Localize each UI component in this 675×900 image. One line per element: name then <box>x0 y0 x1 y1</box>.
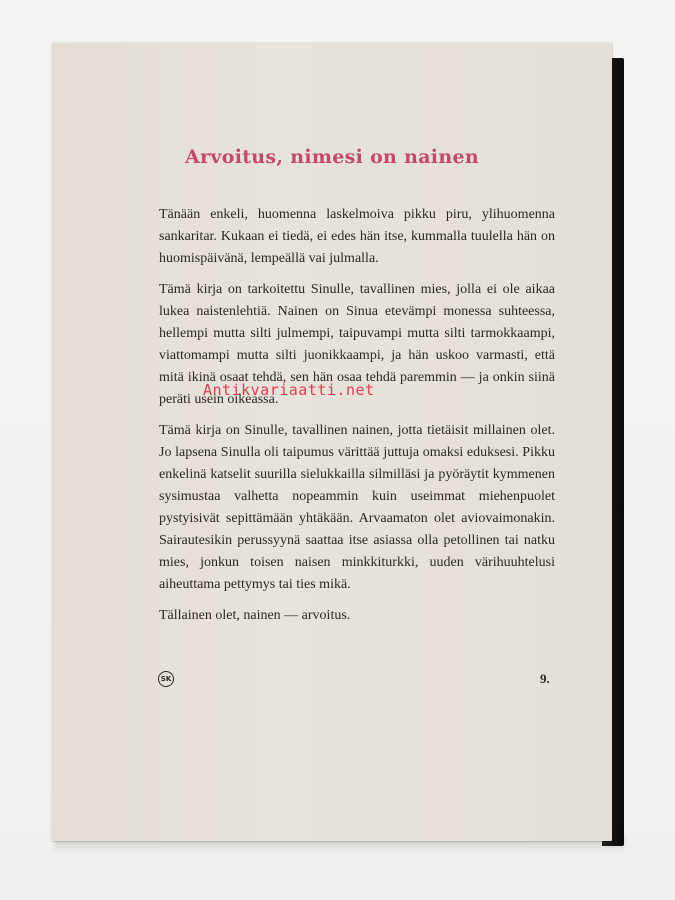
book-back-cover <box>52 43 612 841</box>
book-blurb-title: Arvoitus, nimesi on nainen <box>185 146 479 168</box>
blurb-paragraph-1: Tänään enkeli, huomenna laskelmoiva pikku piru, ylihuomenna sankaritar. Kukaan ei tiedä, ei edes hän itse, kummalla tuulella hän on huomispäivänä, lempeällä vai julmalla. <box>159 207 555 266</box>
blurb-paragraph-4: Tällainen olet, nainen — arvoitus. <box>159 608 351 623</box>
watermark-text: Antikvariaatti.net <box>203 381 375 399</box>
blurb-paragraph-2: Tämä kirja on tarkoitettu Sinulle, tavallinen mies, jolla ei ole aikaa lukea naistenlehtiä. Nainen on Sinua etevämpi monessa suhteessa, hellempi mutta silti julmempi, taipuvampi mutta silti tarmokkaampi, viattomampi mutta silti juonikkaampi, ja hän uskoo varmasti, että mitä ikinä osaat tehdä, sen hän osaa tehdä paremmin — ja onkin siinä peräti usein oikeassa. <box>159 282 555 407</box>
book-blurb-text <box>159 204 555 636</box>
publisher-logo-icon: SK <box>158 671 174 687</box>
blurb-paragraph-3: Tämä kirja on Sinulle, tavallinen nainen, jotta tietäisit millainen olet. Jo lapsena Sinulla oli taipumus värittää juttuja omaksi eduksesi. Pikku enkelinä katselit suurilla sielukkailla silmilläsi ja pyöräytit kymmenen sysimustaa valhetta nopeammin kuin useimmat miehenpuolet pystyisivät sepittämään yhtäkään. Arvaamaton olet aviovaimonakin. Sairautesikin perussyynä saattaa itse asiassa olla petollinen tai natku mies, jonkun toisen naisen minkkiturkki, uuden värihuuhtelusi aiheuttama pettymys tai ties mikä. <box>159 423 555 592</box>
price-class-number: 9. <box>540 671 550 686</box>
